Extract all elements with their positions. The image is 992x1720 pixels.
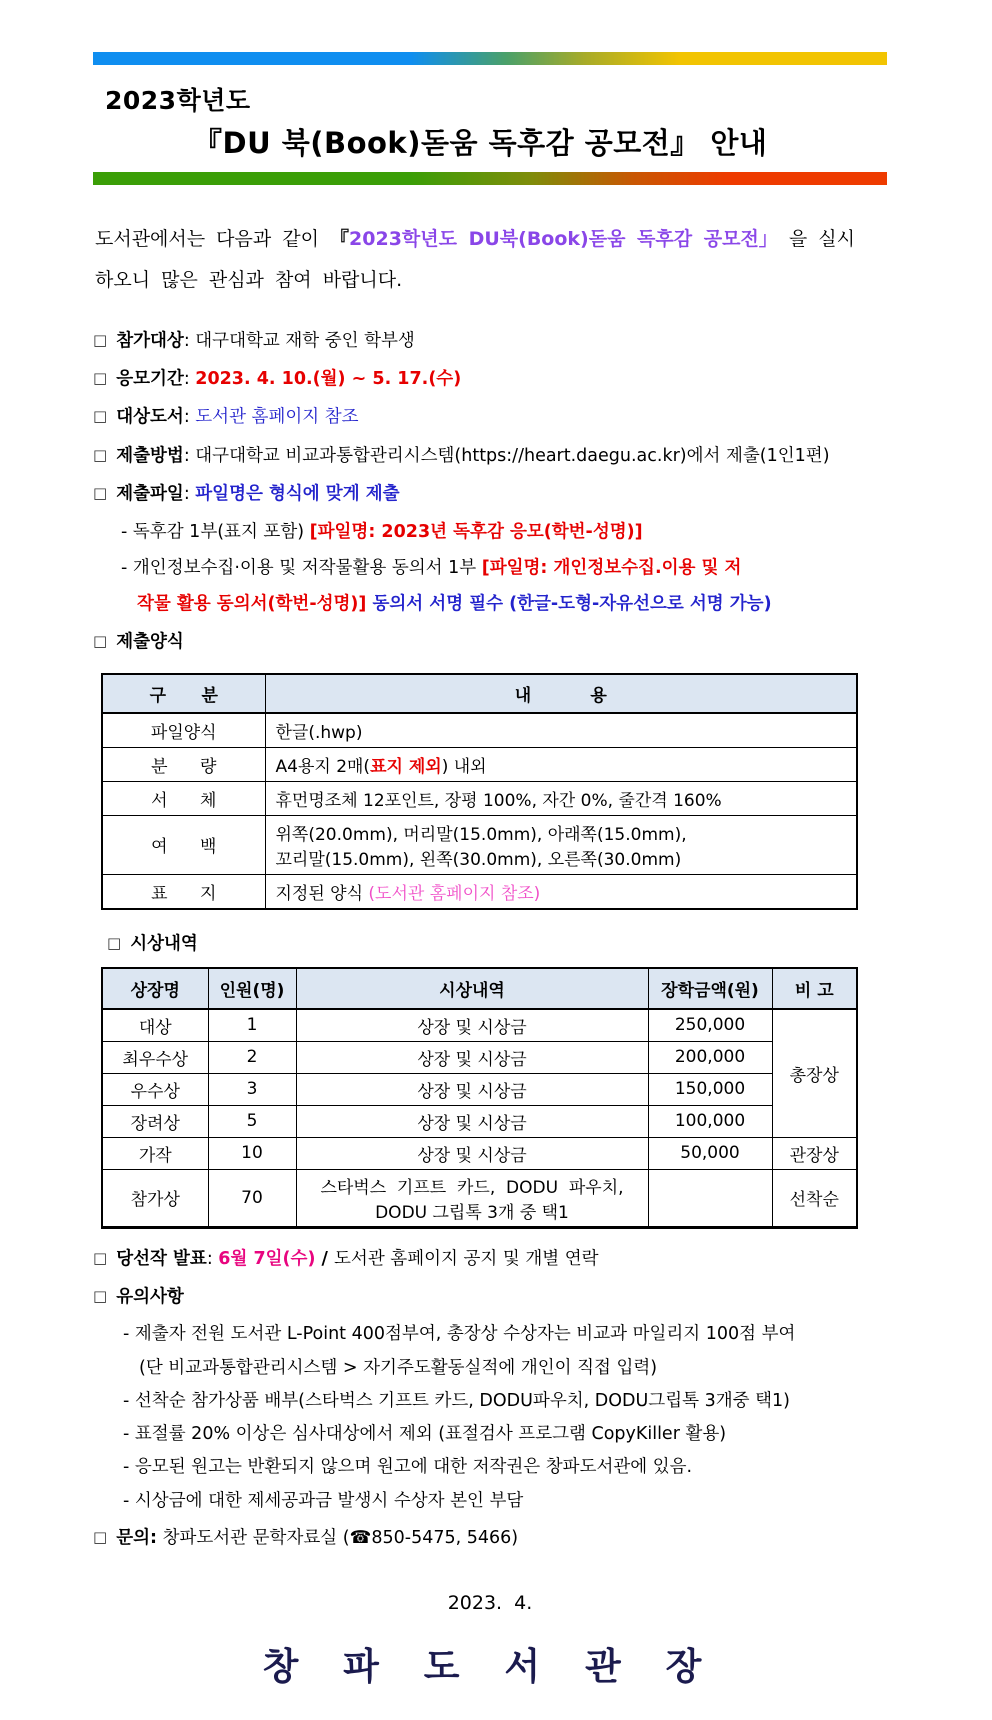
contest-name-highlight: 2023학년도 DU북(Book)돋움 독후감 공모전	[349, 228, 759, 250]
col-header-category: 구 분	[102, 674, 265, 713]
table-row: 가작 10 상장 및 시상금 50,000 관장상	[102, 1137, 857, 1169]
close-bracket: 」	[758, 228, 778, 250]
row-label: 여 백	[102, 815, 265, 874]
square-bullet-icon: □	[93, 484, 108, 503]
item-label: 문의:	[116, 1527, 157, 1548]
intro-paragraph	[95, 219, 887, 301]
table-row	[102, 713, 857, 748]
merged-remark-president: 총장상	[772, 1009, 857, 1138]
cover-excluded-note: 표지 제외	[370, 756, 442, 777]
square-bullet-icon: □	[107, 933, 122, 952]
awards-table	[101, 967, 858, 1229]
list-item-contact	[93, 1524, 887, 1552]
row-value: A4용지 2매(표지 제외) 내외	[265, 747, 857, 781]
slash-separator: /	[315, 1248, 335, 1269]
square-bullet-icon: □	[93, 1248, 108, 1267]
notice-item: - 제출자 전원 도서관 L-Point 400점부여, 총장상 수상자는 비교과 마일리지 100점 부여	[123, 1324, 796, 1345]
list-item-books: □ 대상도서: 도서관 홈페이지 참조	[93, 403, 887, 431]
row-value: 한글(.hwp)	[265, 713, 857, 748]
square-bullet-icon: □	[93, 369, 108, 388]
margins-line1: 위쪽(20.0mm), 머리말(15.0mm), 아래쪽(15.0mm),	[275, 824, 687, 845]
col-count: 인원(명)	[208, 968, 296, 1009]
square-bullet-icon: □	[93, 1527, 108, 1546]
homepage-ref-note: (도서관 홈페이지 참조)	[368, 883, 541, 904]
square-bullet-icon: □	[93, 445, 108, 464]
notice-item: - 시상금에 대한 제세공과금 발생시 수상자 본인 부담	[123, 1490, 524, 1511]
row-value: 지정된 양식 (도서관 홈페이지 참조)	[265, 874, 857, 909]
item-label: 대상도서	[116, 407, 184, 428]
table-row	[102, 815, 857, 874]
square-bullet-icon: □	[93, 1287, 108, 1306]
square-bullet-icon: □	[93, 330, 108, 349]
signature-required-note: 동의서 서명 필수 (한글-도형-자유선으로 서명 가능)	[366, 594, 772, 615]
row-label: 서 체	[102, 781, 265, 815]
filename-rule: [파일명: 2023년 독후감 응모(학번-성명)]	[309, 522, 643, 543]
remark-first-come: 선착순	[772, 1169, 857, 1227]
dash: -	[121, 558, 128, 579]
item-label: 제출방법	[116, 445, 184, 466]
col-prize: 시상내역	[296, 968, 648, 1009]
notice-item-cont: (단 비교과통합관리시스템 > 자기주도활동실적에 개인이 직접 입력)	[139, 1357, 658, 1378]
list-item-format	[93, 628, 887, 656]
list-item-method: □ 제출방법: 대구대학교 비교과통합관리시스템(https://heart.daegu.ac.kr)에서 제출(1인1편)	[93, 442, 887, 470]
item-label: 당선작 발표	[116, 1248, 207, 1269]
announcement-date: 6월 7일(수)	[218, 1248, 316, 1269]
list-item-period: □ 응모기간: 2023. 4. 10.(월) ~ 5. 17.(수)	[93, 365, 887, 393]
dash: -	[123, 1457, 130, 1478]
submission-format-table	[101, 673, 858, 910]
awards-heading: □ 시상내역	[107, 933, 198, 954]
footer-signature: 창 파 도 서 관 장	[262, 1645, 718, 1689]
sub-item-consent-cont	[137, 590, 887, 618]
table-row	[102, 874, 857, 909]
info-list	[93, 327, 887, 657]
col-award-name: 상장명	[102, 968, 208, 1009]
row-label: 분 량	[102, 747, 265, 781]
table-row: 최우수상 2 상장 및 시상금 200,000	[102, 1041, 857, 1073]
col-header-content: 내 용	[265, 674, 857, 713]
page-title: 『DU 북(Book)돋움 독후감 공모전』 안내	[193, 126, 768, 160]
table-row: 우수상 3 상장 및 시상금 150,000	[102, 1073, 857, 1105]
table-row	[102, 747, 857, 781]
item-label: 제출파일	[116, 484, 184, 505]
remark-director: 관장상	[772, 1137, 857, 1169]
notice-item: - 선착순 참가상품 배부(스타벅스 기프트 카드, DODU파우치, DODU그립톡 3개중 택1)	[123, 1390, 790, 1411]
table-header-row	[102, 968, 857, 1009]
table-row	[102, 781, 857, 815]
intro-line1	[95, 219, 887, 260]
row-value: 휴먼명조체 12포인트, 장평 100%, 자간 0%, 줄간격 160%	[265, 781, 857, 815]
bottom-section	[93, 1245, 887, 1553]
list-item-participants: □ 참가대상: 대구대학교 재학 중인 학부생	[93, 327, 887, 355]
margins-line2: 꼬리말(15.0mm), 왼쪽(30.0mm), 오른쪽(30.0mm)	[275, 849, 682, 870]
item-value: 파일명은 형식에 맞게 제출	[195, 484, 400, 505]
intro-line2: 하오니 많은 관심과 참여 바랍니다.	[95, 268, 403, 291]
list-item-file: □ 제출파일: 파일명은 형식에 맞게 제출	[93, 480, 887, 508]
intro-text: 도서관에서는 다음과 같이	[95, 228, 331, 250]
table-header-row	[102, 674, 857, 713]
dash: -	[121, 522, 128, 543]
item-label: 참가대상	[116, 330, 184, 351]
title-underline-gradient-bar	[93, 172, 887, 185]
open-bracket: 『	[330, 228, 350, 250]
filename-rule-cont: 작물 활용 동의서(학번-성명)]	[137, 594, 367, 615]
table-row: 참가상 70 스타벅스 기프트 카드, DODU 파우치, DODU 그립톡 3개 중 택1 선착순	[102, 1169, 857, 1227]
col-remark: 비 고	[772, 968, 857, 1009]
row-value	[265, 815, 857, 874]
sub-item-consent: - 개인정보수집·이용 및 저작물활용 동의서 1부 [파일명: 개인정보수집.이용 및 저	[121, 558, 742, 579]
notice-item: - 응모된 원고는 반환되지 않으며 원고에 대한 저작권은 창파도서관에 있음.	[123, 1457, 693, 1478]
intro-text-post: 을 실시	[777, 228, 855, 250]
item-value: 대구대학교 재학 중인 학부생	[195, 330, 415, 351]
col-amount: 장학금액(원)	[648, 968, 772, 1009]
item-value-period: 2023. 4. 10.(월) ~ 5. 17.(수)	[195, 369, 462, 390]
item-label: 유의사항	[116, 1287, 184, 1308]
dash: -	[123, 1490, 130, 1511]
dash: -	[123, 1390, 130, 1411]
row-label: 표 지	[102, 874, 265, 909]
top-gradient-bar	[93, 52, 887, 65]
item-label: 제출양식	[116, 632, 184, 653]
list-item-announcement: □ 당선작 발표: 6월 7일(수) / 도서관 홈페이지 공지 및 개별 연락	[93, 1245, 887, 1273]
participation-prize-desc: 스타벅스 기프트 카드, DODU 파우치, DODU 그립톡 3개 중 택1	[296, 1169, 648, 1227]
dash: -	[123, 1424, 130, 1445]
notice-item: - 표절률 20% 이상은 심사대상에서 제외 (표절검사 프로그램 CopyKiller 활용)	[123, 1424, 727, 1445]
footer-date: 2023. 4.	[447, 1592, 533, 1615]
square-bullet-icon: □	[93, 632, 108, 651]
item-value-url-text: 대구대학교 비교과통합관리시스템(https://heart.daegu.ac.kr)에서 제출(1인1편)	[195, 445, 830, 466]
table-row: 장려상 5 상장 및 시상금 100,000	[102, 1105, 857, 1137]
dash: -	[123, 1324, 130, 1345]
item-label: 응모기간	[116, 369, 184, 390]
square-bullet-icon: □	[93, 407, 108, 426]
row-label: 파일양식	[102, 713, 265, 748]
contact-value: 창파도서관 문학자료실 (☎850-5475, 5466)	[157, 1527, 519, 1548]
filename-rule: [파일명: 개인정보수집.이용 및 저	[481, 558, 742, 579]
sub-item-report: - 독후감 1부(표지 포함) [파일명: 2023년 독후감 응모(학번-성명)]	[121, 522, 643, 543]
item-value-link-text: 도서관 홈페이지 참조	[195, 407, 359, 428]
table-row: 대상 1 상장 및 시상금 250,000 총장상	[102, 1009, 857, 1042]
title-year: 2023학년도	[105, 86, 251, 115]
list-item-notice	[93, 1283, 887, 1311]
